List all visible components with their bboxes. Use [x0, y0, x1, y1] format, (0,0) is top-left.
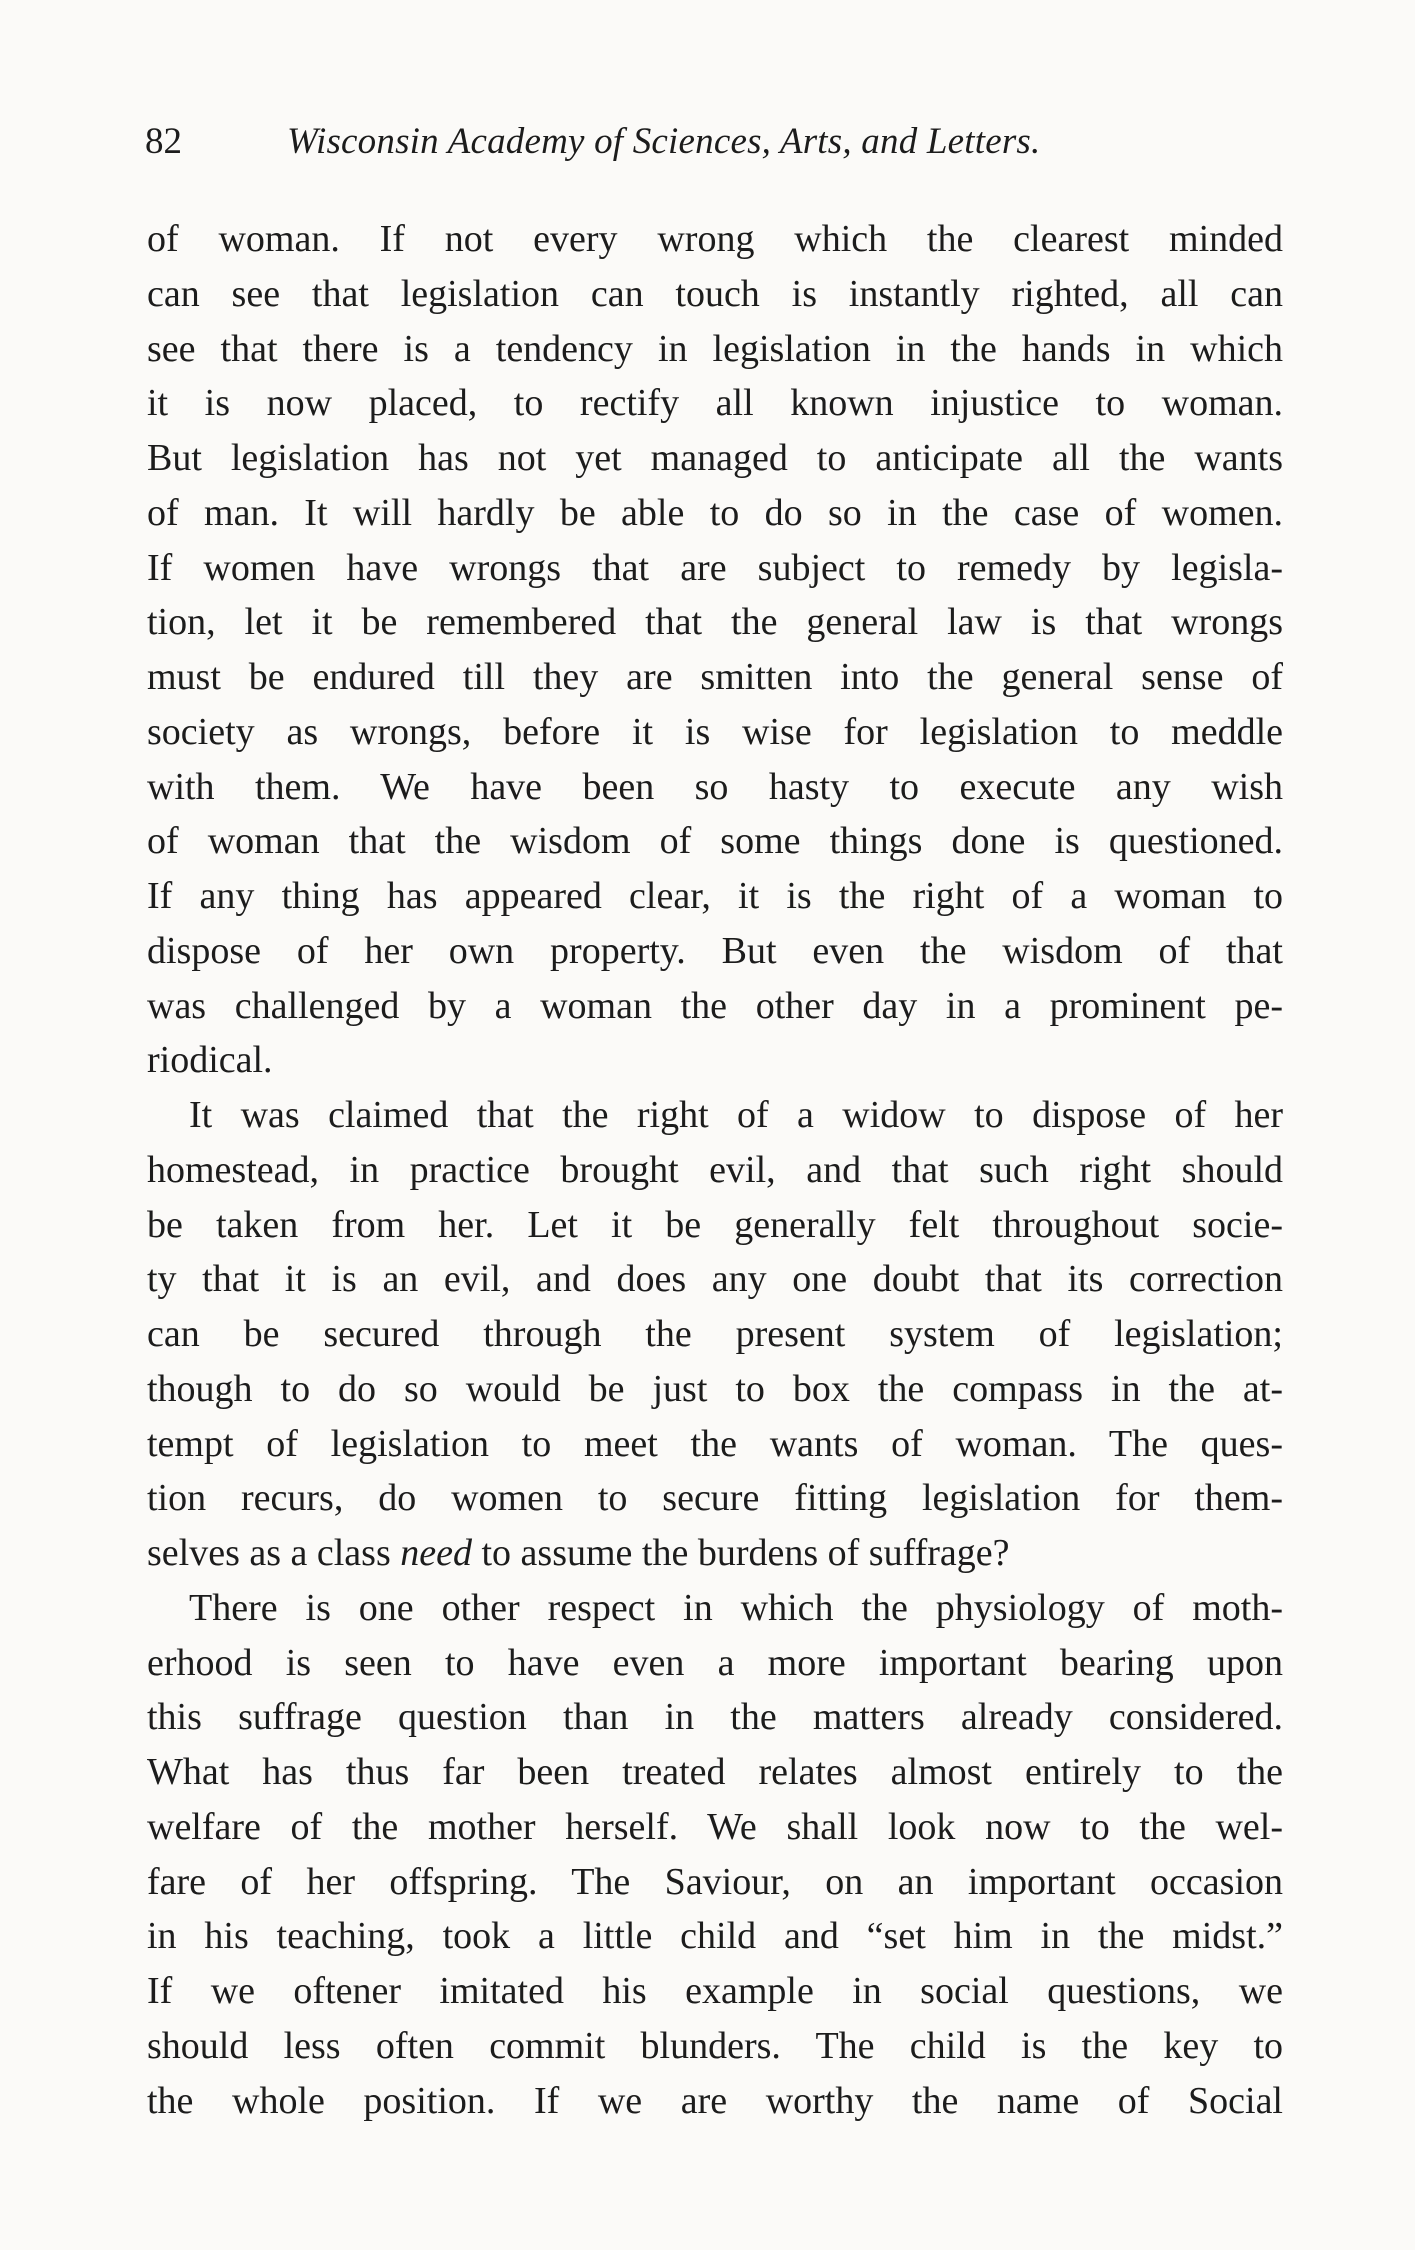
text-line: erhood is seen to have even a more important bearing upon	[147, 1641, 1283, 1684]
paragraph-start-line: There is one other respect in which the physiology of moth-	[189, 1586, 1283, 1629]
journal-title: Wisconsin Academy of Sciences, Arts, and Letters.	[287, 121, 1041, 162]
emphasized-word: need	[400, 1532, 472, 1574]
text-line: dispose of her own property. But even the wisdom of that	[147, 929, 1283, 972]
page-number: 82	[145, 121, 182, 162]
text-line: homestead, in practice brought evil, and that such right should	[147, 1148, 1283, 1191]
paragraph-end-line	[147, 1526, 1283, 1581]
text-line: the whole position. If we are worthy the name of Social	[147, 2079, 1283, 2122]
text-line: though to do so would be just to box the compass in the at-	[147, 1367, 1283, 1410]
text-line: of woman. If not every wrong which the clearest minded	[147, 218, 1283, 260]
text-line: If any thing has appeared clear, it is the right of a woman to	[147, 875, 1283, 917]
text-line: was challenged by a woman the other day in a prominent pe-	[147, 984, 1283, 1027]
text-line: must be endured till they are smitten into the general sense of	[147, 656, 1283, 698]
text-line: tempt of legislation to meet the wants of woman. The ques-	[147, 1422, 1283, 1465]
text-line: fare of her offspring. The Saviour, on an important occasion	[147, 1860, 1283, 1903]
text-line: But legislation has not yet managed to anticipate all the wants	[147, 437, 1283, 479]
text-line: of woman that the wisdom of some things done is questioned.	[147, 820, 1283, 863]
text-line: welfare of the mother herself. We shall look now to the wel-	[147, 1805, 1283, 1848]
text-line: be taken from her. Let it be generally felt throughout socie-	[147, 1203, 1283, 1246]
paragraph-start-line: It was claimed that the right of a widow to dispose of her	[189, 1094, 1283, 1136]
text-line: tion, let it be remembered that the general law is that wrongs	[147, 601, 1283, 644]
running-head	[145, 112, 1285, 172]
text-line: in his teaching, took a little child and “set him in the midst.”	[147, 1915, 1283, 1958]
text-line: see that there is a tendency in legislation in the hands in which	[147, 327, 1283, 370]
text-line: If we oftener imitated his example in social questions, we	[147, 1970, 1283, 2012]
text-segment: to assume the burdens of suffrage?	[472, 1532, 1010, 1574]
text-line: should less often commit blunders. The child is the key to	[147, 2024, 1283, 2067]
body-text	[147, 212, 1283, 2128]
text-line: What has thus far been treated relates almost entirely to the	[147, 1751, 1283, 1793]
text-line: can be secured through the present system of legislation;	[147, 1313, 1283, 1355]
text-line: with them. We have been so hasty to execute any wish	[147, 765, 1283, 808]
text-line: this suffrage question than in the matters already considered.	[147, 1696, 1283, 1739]
text-line: can see that legislation can touch is instantly righted, all can	[147, 272, 1283, 315]
text-line: If women have wrongs that are subject to remedy by legisla-	[147, 546, 1283, 589]
text-line: of man. It will hardly be able to do so in the case of women.	[147, 491, 1283, 534]
text-line: society as wrongs, before it is wise for legislation to meddle	[147, 710, 1283, 753]
text-line: tion recurs, do women to secure fitting legislation for them-	[147, 1477, 1283, 1520]
text-segment: selves as a class	[147, 1532, 401, 1574]
paragraph-end-line: riodical.	[147, 1039, 273, 1082]
text-line: it is now placed, to rectify all known injustice to woman.	[147, 382, 1283, 425]
text-line: ty that it is an evil, and does any one doubt that its correction	[147, 1258, 1283, 1301]
